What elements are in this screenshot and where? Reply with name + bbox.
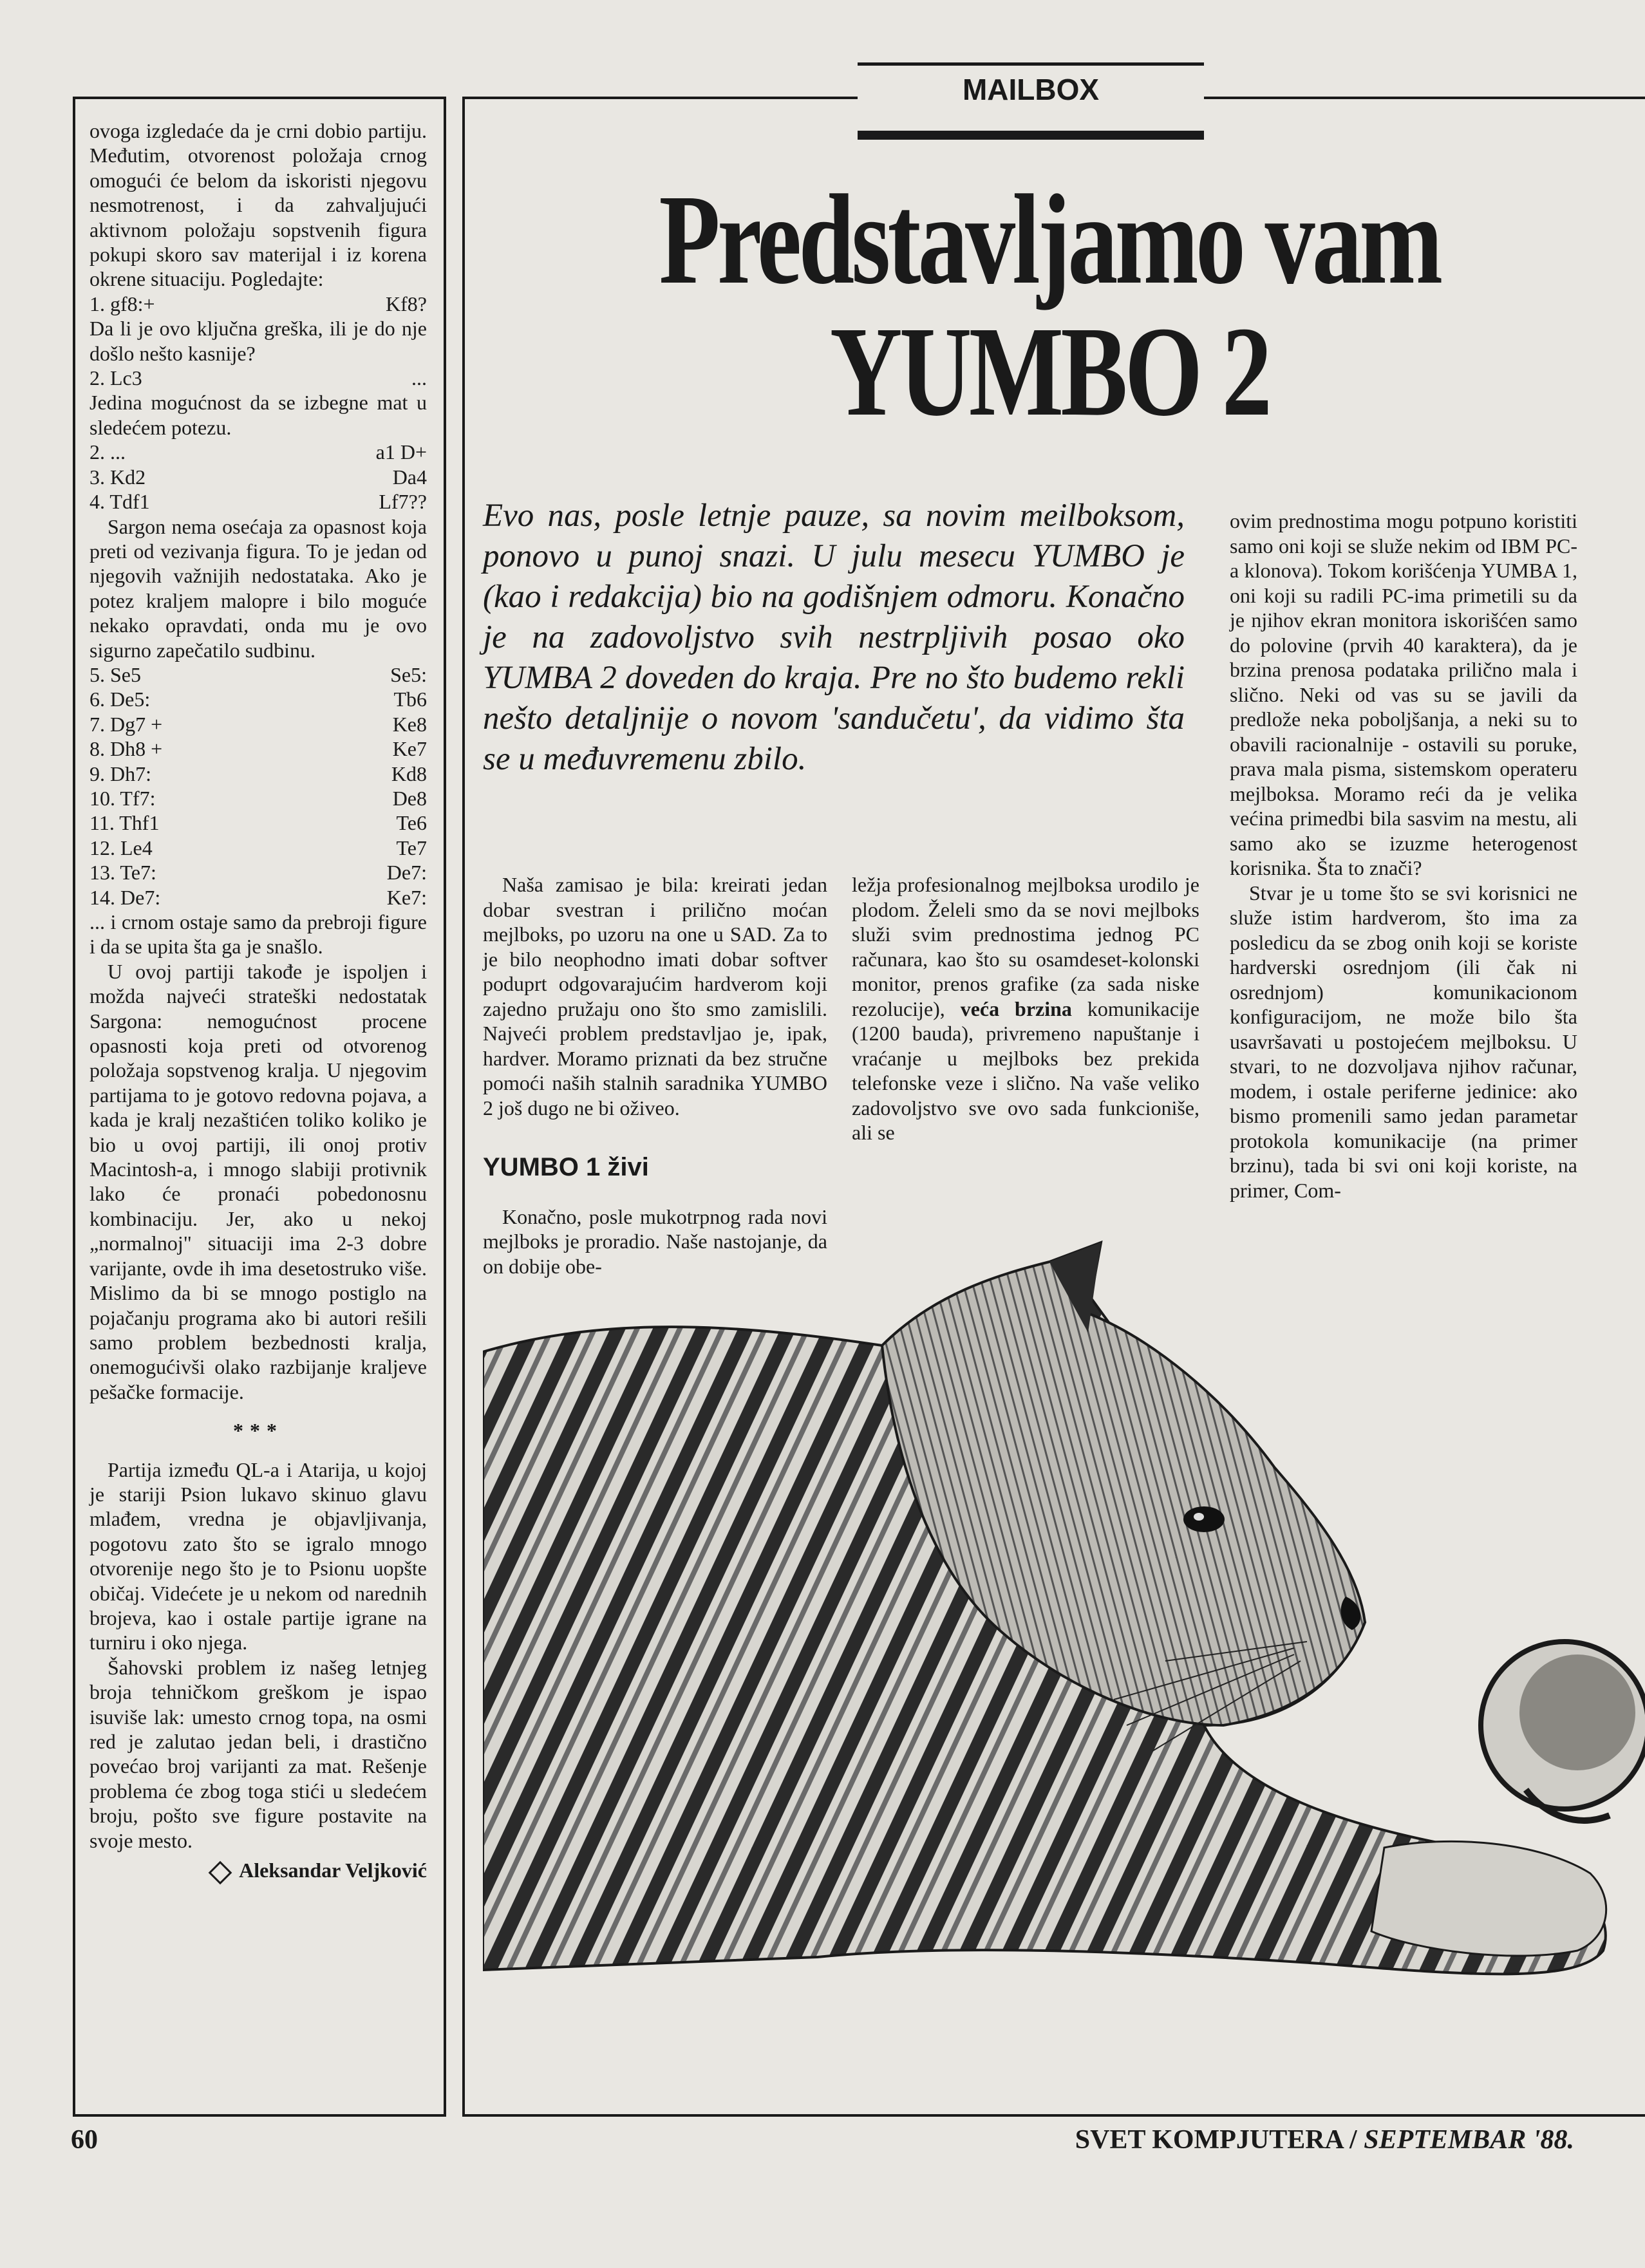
magazine-footer: SVET KOMPJUTERA / SEPTEMBAR '88. [1075, 2125, 1574, 2155]
body-paragraph: ležja profesionalnog mejlboksa urodilo je plodom. Želeli smo da se novi mejlboks služi svim prednostima jednog PC računara, kao što su osamdeset-kolonski monitor, prenos grafike (za sada niske rezolucije), veća brzina komunikacije (1200 bauda), privremeno napuštanje i vraćanje u mejlboks bez prekida telefonske veze i slično. Na vaše veliko zadovoljstvo sve ovo sada funkcioniše, ali se [852, 873, 1200, 1144]
chess-move: 6. De5: Tb6 [89, 688, 427, 711]
article-column [483, 872, 827, 1279]
section-rule [858, 131, 1204, 140]
chess-paragraph: Partija između QL-a i Atarija, u kojoj je stariji Psion lukavo skinuo glavu mlađem, vredna je objavljivanja, pogotovu zato što se igralo mnogo otvorenije nego što je to Psionu uopšte običaj. Videćete je u nekom od narednih brojeva, kao i ostale partije igrane na turniru i oko njega. [89, 1457, 427, 1654]
chess-move: 10. Tf7: De8 [89, 786, 427, 810]
chess-move: 7. Dg7 + Ke8 [89, 712, 427, 736]
chess-move: 8. Dh8 + Ke7 [89, 737, 427, 761]
body-paragraph: Naša zamisao je bila: kreirati jedan dobar svestran i prilično moćan mejlboks, po uzoru na one u SAD. Za to je bilo neophodno imati dobar softver poduprt odgovarajućim hardverom koji zajedno pružaju ono što smo zamislili. Najveći problem predstavljao je, ipak, hardver. Moramo priznati da bez stručne pomoći naših stalnih saradnika YUMBO 2 još dugo ne bi oživeo. [483, 873, 827, 1120]
article-headline: Predstavljamo vam YUMBO 2 [659, 169, 1440, 443]
chess-column [73, 97, 446, 2117]
chess-paragraph: U ovoj partiji takođe je ispoljen i možda najveći strateški nedostatak Sargona: nemogućnost procene opasnosti koja preti od otvorenog položaja sopstvenog kralja. U njegovim partijama to je gotovo redovna pojava, a kada je kralj nezaštićen toliko koliko je bio u ovoj partiji, ili onoj protiv Macintosh-a, i mnogo slabiji protivnik lako će pronaći pobedonosnu kombinaciju. Jer, ako u nekoj „normalnoj" situaciji ima 2-3 dobre varijante, ovde ih ima desetostruko više. Mislimo da bi se mnogo postiglo na pojačanju programa ako bi autori rešili samo problem bezbednosti kralja, onemogućivši olako razbijanje kraljeve pešačke formacije. [89, 959, 427, 1403]
chess-comment: Jedina mogućnost da se izbegne mat u sledećem potezu. [89, 391, 427, 439]
chess-move: 1. gf8:+ Kf8? [89, 292, 427, 315]
section-separator: *** [233, 1419, 283, 1443]
author-signature: Aleksandar Veljković [89, 1858, 427, 1882]
section-label: MAILBOX [858, 72, 1204, 107]
diamond-icon [209, 1860, 232, 1884]
body-paragraph: Stvar je u tome što se svi korisnici ne služe istim hardverom, što ima za posledicu da se zbog onih koji se koriste hardverski osrednjom (ili čak ni osrednjom) komunikacionom konfiguracijom, ne može bilo šta usavršavati u postojećem mejlboksu. U stvari, to ne dozvoljava njihov računar, modem, i ostale periferne jedinice: ako bismo promenili samo jedan parametar protokola komunikacije (na primer brzinu), tada bi svi oni koji koriste, na primer, Com- [1230, 881, 1577, 1202]
article-column [1230, 509, 1577, 1203]
chess-move: 14. De7: Ke7: [89, 885, 427, 909]
page-number: 60 [71, 2125, 98, 2155]
body-paragraph: Konačno, posle mukotrpnog rada novi mejlboks je proradio. Naše nastojanje, da on dobije obe- [483, 1204, 827, 1278]
chess-paragraph: Sargon nema osećaja za opasnost koja preti od vezivanja figura. To je jedan od njegovih važnijih nedostataka. Ako je potez kraljem malopre i bilo moguće nekako opravdati, onda mu je ovo sigurno zapečatilo sudbinu. [89, 514, 427, 662]
chess-paragraph: Šahovski problem iz našeg letnjeg broja tehničkom greškom je ispao isuviše lak: umesto crnog topa, na osmi red je zalutao jedan beli, i drastično povećao broj varijanti za mat. Rešenje problema će zbog toga stići u sledećem broju, pošto sve figure postavite na svoje mesto. [89, 1655, 427, 1852]
section-rule [858, 62, 1204, 66]
chess-move: 3. Kd2 Da4 [89, 465, 427, 489]
chess-paragraph: ... i crnom ostaje samo da prebroji figure i da se upita šta ga je snašlo. [89, 910, 427, 959]
chess-move: 13. Te7: De7: [89, 861, 427, 885]
chess-move: 2. ... a1 D+ [89, 440, 427, 464]
chess-move: 2. Lc3 ... [89, 366, 427, 390]
chess-move: 4. Tdf1 Lf7?? [89, 490, 427, 514]
article-lede: Evo nas, posle letnje pauze, sa novim meilboksom, ponovo u punoj snazi. U julu mesecu YUMBO je (kao i redakcija) bio na godišnjem odmoru. Konačno je na zadovoljstvo svih nestrpljivih posao oko YUMBA 2 doveden do kraja. Pre no što budemo rekli nešto detaljnije o novom 'sandučetu', da vidimo šta se u međuvremenu zbilo. [483, 498, 1185, 777]
body-paragraph: ovim prednostima mogu potpuno koristiti samo oni koji se služe nekim od IBM PC-a klonova). Tokom korišćenja YUMBA 1, oni koji su radili PC-ima primetili su da je njihov ekran monitora iskorišćen samo do polovine (prvih 40 karaktera), da je brzina prenosa podataka prilično mala i slično. Neki od vas su se javili da predlože neka poboljšanja, a neki su to obavili racionalnije - ostavili su poruke, prava mala pisma, sistemskom operateru mejlboksa. Moramo reći da je velika većina primedbi bila sasvim na mestu, ali samo ako se izuzme heterogenost korisnika. Šta to znači? [1230, 509, 1577, 879]
chess-move: 12. Le4 Te7 [89, 836, 427, 859]
chess-move: 5. Se5 Se5: [89, 662, 427, 686]
chess-intro: ovoga izgledaće da je crni dobio partiju. Međutim, otvorenost položaja crnog omogući će belom da iskoristi njegovu nesmotrenost, i da zahvaljujući aktivnom položaju sopstvenih figura pokupi skoro sav materijal i iz korena okrene situaciju. Pogledajte: [89, 119, 427, 291]
chess-question: Da li je ovo ključna greška, ili je do nje došlo nešto kasnije? [89, 317, 427, 365]
cat-illustration [483, 1236, 1645, 2099]
chess-move: 11. Thf1 Te6 [89, 811, 427, 835]
subheading: YUMBO 1 živi [483, 1153, 649, 1181]
article-column [852, 872, 1199, 1145]
chess-move: 9. Dh7: Kd8 [89, 762, 427, 785]
